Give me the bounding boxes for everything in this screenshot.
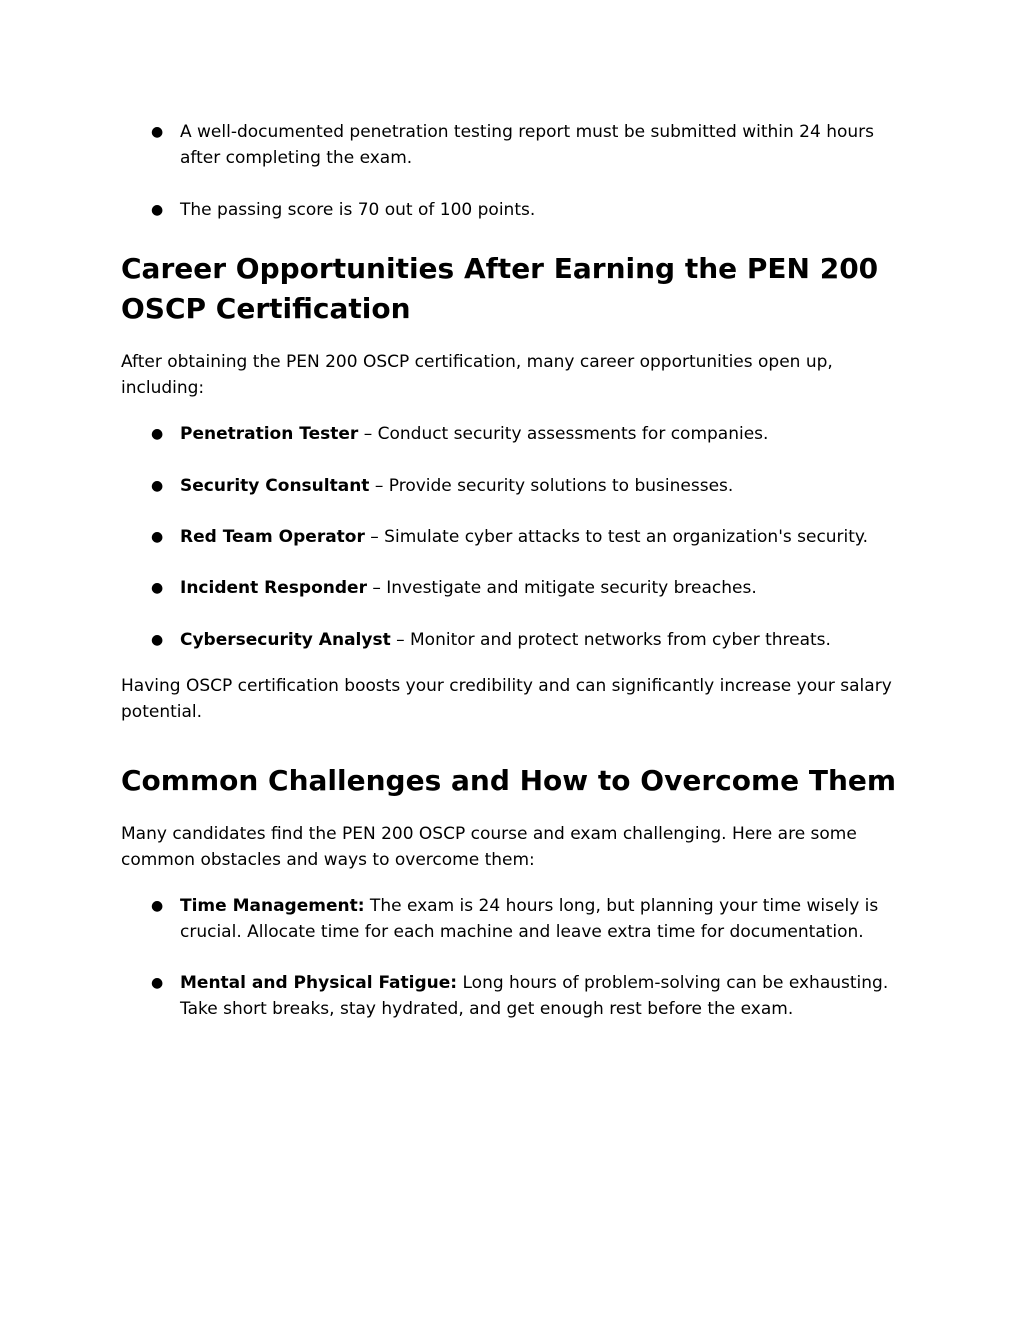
document-page xyxy=(121,0,911,1022)
career-intro: After obtaining the PEN 200 OSCP certification, many career opportunities open up, including: xyxy=(121,352,833,398)
career-description: – Provide security solutions to businesses. xyxy=(369,476,734,496)
career-title: Security Consultant xyxy=(180,476,370,496)
challenge-description: The exam is 24 hours long, but planning your time wisely is crucial. Allocate time for each machine and leave extra time for documentation. xyxy=(180,896,879,942)
career-description: – Investigate and mitigate security breaches. xyxy=(366,578,757,598)
bullet-icon: ● xyxy=(151,632,164,648)
list-item xyxy=(121,119,911,171)
bullet-icon: ● xyxy=(151,975,164,991)
bullet-icon: ● xyxy=(151,529,164,545)
bullet-icon: ● xyxy=(151,202,164,218)
career-description: – Simulate cyber attacks to test an organization's security. xyxy=(364,527,868,547)
challenge-title: Time Management: xyxy=(180,896,365,916)
career-closing: Having OSCP certification boosts your credibility and can significantly increase your salary potential. xyxy=(121,676,892,722)
list-item xyxy=(121,524,911,550)
challenge-description: Long hours of problem-solving can be exhausting. Take short breaks, stay hydrated, and get enough rest before the exam. xyxy=(180,973,889,1019)
list-item xyxy=(121,421,911,447)
challenges-heading: Common Challenges and How to Overcome Them xyxy=(121,764,897,797)
list-item xyxy=(121,473,911,499)
list-item xyxy=(121,893,911,945)
bullet-icon: ● xyxy=(151,426,164,442)
career-description: – Monitor and protect networks from cyber threats. xyxy=(390,630,831,650)
list-item xyxy=(121,575,911,601)
list-item-text: The passing score is 70 out of 100 points. xyxy=(180,200,536,220)
list-item-text: A well-documented penetration testing report must be submitted within 24 hours after completing the exam. xyxy=(180,122,874,168)
list-item xyxy=(121,197,911,223)
career-title: Incident Responder xyxy=(180,578,367,598)
bullet-icon: ● xyxy=(151,580,164,596)
career-list xyxy=(121,421,911,653)
bullet-icon: ● xyxy=(151,478,164,494)
career-title: Penetration Tester xyxy=(180,424,359,444)
bullet-icon: ● xyxy=(151,124,164,140)
list-item xyxy=(121,970,911,1022)
career-description: – Conduct security assessments for companies. xyxy=(358,424,769,444)
list-item xyxy=(121,627,911,653)
challenges-intro: Many candidates find the PEN 200 OSCP course and exam challenging. Here are some common obstacles and ways to overcome them: xyxy=(121,824,857,870)
career-title: Red Team Operator xyxy=(180,527,365,547)
challenge-title: Mental and Physical Fatigue: xyxy=(180,973,458,993)
requirements-list xyxy=(121,119,911,223)
career-title: Cybersecurity Analyst xyxy=(180,630,391,650)
challenges-list xyxy=(121,893,911,1022)
career-heading: Career Opportunities After Earning the PEN 200 OSCP Certification xyxy=(121,252,879,325)
bullet-icon: ● xyxy=(151,898,164,914)
